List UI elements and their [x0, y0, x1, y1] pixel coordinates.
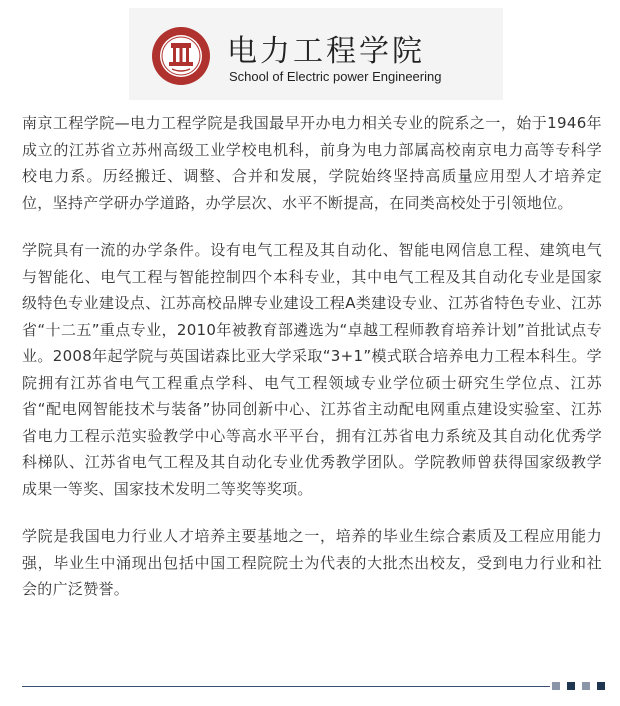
paragraph-intro: 南京工程学院—电力工程学院是我国最早开办电力相关专业的院系之一，始于1946年成立的江苏省立苏州高级工业学校电机科，前身为电力部属高校南京电力高等专科学校电力系。历经搬迁、调整、合并和发展，学院始终坚持高质量应用型人才培养定位，坚持产学研办学道路，办学层次、水平不断提高，在同类高校处于引领地位。 — [22, 114, 602, 212]
footer-divider — [22, 686, 550, 687]
footer-square-1 — [552, 682, 560, 690]
paragraph-graduates: 学院是我国电力行业人才培养主要基地之一，培养的毕业生综合素质及工程应用能力强，毕业生中涌现出包括中国工程院院士为代表的大批杰出校友，受到电力行业和社会的广泛赞誉。 — [22, 527, 602, 598]
page-subtitle: School of Electric power Engineering — [229, 69, 442, 84]
footer-square-3 — [582, 682, 590, 690]
paragraph-conditions: 学院具有一流的办学条件。设有电气工程及其自动化、智能电网信息工程、建筑电气与智能化、电气工程与智能控制四个本科专业，其中电气工程及其自动化专业是国家级特色专业建设点、江苏高校品牌专业建设工程A类建设专业、江苏省特色专业、江苏省“十二五”重点专业，2010年被教育部遴选为“卓越工程师教育培养计划”首批试点专业。2008年起学院与英国诺森比亚大学采取“3+1”模式联合培养电力工程本科生。学院拥有江苏省电气工程重点学科、电气工程领域专业学位硕士研究生学位点、江苏省“配电网智能技术与装备”协同创新中心、江苏省主动配电网重点建设实验室、江苏省电力工程示范实验教学中心等高水平平台，拥有江苏省电力系统及其自动化优秀学科梯队、江苏省电气工程及其自动化专业优秀教学团队。学院教师曾获得国家级教学成果一等奖、国家技术发明二等奖等奖项。 — [22, 241, 602, 498]
page-title: 电力工程学院 — [227, 34, 425, 69]
school-seal-icon — [151, 26, 211, 86]
article-body — [22, 110, 602, 624]
footer-square-2 — [567, 682, 575, 690]
header-banner — [129, 8, 503, 100]
footer-square-4 — [597, 682, 605, 690]
